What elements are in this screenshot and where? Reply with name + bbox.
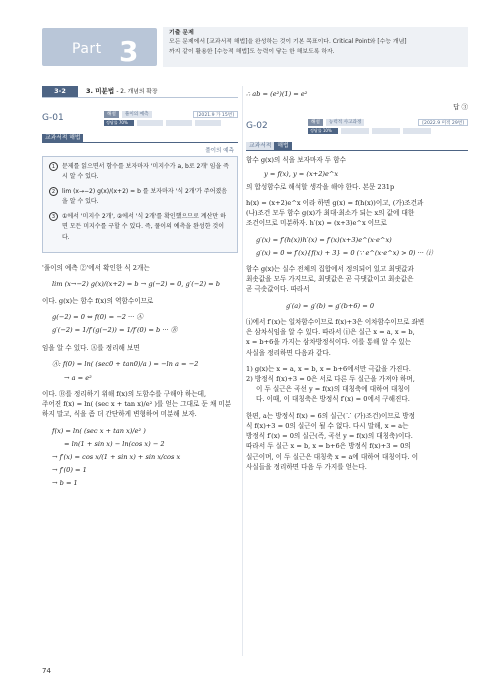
item-number: 3: [49, 212, 58, 221]
section-title: [86, 86, 158, 98]
body-text: 2) 방정식 f(x)+3 = 0은 서로 다른 두 실근을 가져야 하며,: [246, 375, 415, 383]
body-text: (나)조건 모두 함수 g(x)가 최대·최소가 되는 x의 값에 대한: [246, 209, 415, 218]
prediction-box: [42, 156, 238, 254]
body-text: 주어진 f(x) = ln( (sec x + tan x)/e² )를 얻는 그대로 둔 채 미분: [42, 400, 232, 409]
body-text: 하지 말고, 식을 좀 더 간단하게 변형하여 미분해 보자.: [42, 410, 197, 419]
right-column: [246, 86, 468, 472]
body-text: 함수 g(x)의 식을 보자마자 두 함수: [246, 156, 346, 165]
body-text: 최솟값을 모두 가지므로, 최댓값은 곧 극댓값이고 최솟값은: [246, 275, 414, 284]
header-title: 기출 문제: [169, 30, 194, 36]
solution-body: [42, 263, 238, 489]
prediction-label: 풀이의 예측: [205, 148, 234, 154]
math-line: f(x) = ln( (sec x + tan x)/e² ): [52, 426, 146, 435]
accuracy-bar: 정답률 70%: [104, 120, 134, 126]
header-desc-line: 까지 같이 활용한 [수능적 해법]도 능력이 닿는 한 해보도록 하자.: [169, 48, 335, 55]
body-text: x = b+6을 가지는 삼차방정식이다. 이를 통해 알 수 있는: [246, 338, 412, 347]
header-desc-line: 모든 문제에서 [교과서적 해법]을 완성하는 것이 기본 목표이다. Critical Point와 [수능 개념]: [169, 39, 407, 46]
body-text: h(x) = (x+2)e^x 이라 하면 g(x) = f(h(x))이고, (가)조건과: [246, 198, 424, 207]
body-text: 곧 극솟값이다. 따라서: [246, 285, 310, 294]
meta-bar: [137, 120, 163, 126]
question-meta: [308, 119, 468, 134]
part-banner: [42, 28, 157, 66]
question-header: [42, 110, 238, 128]
left-column: [42, 86, 238, 492]
body-text: 실근이며, 이 두 실근은 대칭축 x = a에 대하여 대칭이다. 이: [246, 452, 419, 461]
prediction-text: ①에서 '미지수 2개', ②에서 '식 2개'를 확인했으므로 계산만 하면 모든 미지수를 구할 수 있다. 즉, 풀이의 예측을 완성한 것이다.: [62, 212, 226, 241]
question-year: [2021.9 가 15번]: [193, 111, 238, 118]
solution-tabs: [246, 142, 468, 151]
accuracy-bar: 정답률 10%: [308, 128, 338, 134]
question-meta: [104, 111, 238, 126]
solution-tabs: [42, 134, 238, 143]
question-code: G-01: [42, 113, 64, 123]
body-text: 1) g(x)는 x = a, x = b, x = b+6에서만 극값을 가진다.: [246, 364, 411, 373]
math-line: y = f(x), y = (x+2)e^x: [264, 169, 339, 178]
prediction-text: lim (x→−2) g(x)/(x+2) = b 를 보자마자 '식 2개'가 주어졌음을 알 수 있다.: [62, 187, 228, 206]
section-header: [42, 86, 238, 98]
math-line: ∴ ab = (e²)(1) = e²: [246, 90, 308, 98]
math-line: g′(x) = f′(h(x))h′(x) = f′(x)(x+3)e^(x·e^x): [256, 235, 392, 244]
meta-bar: [403, 128, 431, 134]
math-line: → a = e²: [64, 373, 92, 382]
header-description: [163, 27, 468, 67]
section-title-main: 3. 미분법: [86, 87, 115, 95]
prediction-item: [49, 187, 231, 208]
tab-textbook: 교과서적: [246, 142, 274, 150]
body-text: 조건이므로 미분하자. h′(x) = (x+3)e^x 이므로: [246, 219, 387, 228]
body-text: 한편, a는 방정식 f(x) = 6의 실근(∵ (가)조건)이므로 방정: [246, 411, 415, 420]
body-text: 임을 알 수 있다. Ⓐ를 정리해 보면: [42, 344, 140, 353]
column-divider: [242, 86, 243, 656]
math-line: lim (x→−2) g(x)/(x+2) = b → g(−2) = 0, g′(−2) = b: [52, 280, 221, 289]
meta-bar: [341, 128, 369, 134]
item-number: 1: [49, 162, 58, 171]
solution-body: [246, 155, 468, 472]
part-number: 3: [119, 35, 139, 68]
math-line: → f′(x) = cos x/(1 + sin x) + sin x/cos x: [52, 453, 181, 461]
body-text: 방정식 f′(x) = 0의 실근(즉, 곡선 y = f(x)의 대칭축)이다.: [246, 432, 413, 441]
math-line: Ⓐ: f(0) = ln( (sec0 + tan0)/a ) = −ln a = −2: [52, 360, 199, 369]
question-header: [246, 118, 468, 136]
question-tag: 해설: [308, 119, 323, 126]
body-text: 식 f(x)+3 = 0의 실근이 될 수 없다. 다시 말해, x = a는: [246, 421, 409, 430]
meta-bar: [195, 120, 221, 126]
tab-textbook-solution: 교과서적 해법: [42, 134, 83, 142]
math-line: → b = 1: [52, 479, 78, 488]
prediction-item: [49, 212, 231, 244]
math-line: = ln(1 + sin x) − ln(cos x) − 2: [64, 439, 165, 448]
tab-solution: 해법: [274, 142, 291, 150]
math-line: g′(x) = 0 ⇔ f′(x){f(x) + 3} = 0 (∵ e^(x·e^x) > 0) ··· ⒤: [256, 248, 433, 257]
body-text: 다. 이때, 이 대칭축은 방정식 f′(x) = 0에서 구해진다.: [256, 395, 410, 404]
meta-bar: [372, 128, 400, 134]
question-tag: 능력적 사고과정: [326, 119, 365, 126]
math-line: g′(a) = g′(b) = g′(b+6) = 0: [286, 301, 375, 310]
body-text: 함수 g(x)는 실수 전체의 집합에서 정의되어 있고 최댓값과: [246, 265, 414, 274]
question-year: [2022.9 미적 29번]: [418, 119, 468, 126]
math-line: → f′(0) = 1: [52, 466, 87, 475]
body-text: '풀이의 예측 ②'에서 확인한 식 2개는: [42, 264, 150, 273]
question-tag: 해설: [104, 111, 119, 118]
math-line: g(−2) = 0 ⇔ f(0) = −2 ··· Ⓐ: [52, 312, 144, 321]
part-label: Part: [72, 41, 102, 57]
body-text: 따라서 두 실근 x = b, x = b+6은 방정식 f(x)+3 = 0의: [246, 442, 411, 451]
page-number: 74: [42, 667, 51, 675]
body-text: 이다. g(x)는 함수 f(x)의 역함수이므로: [42, 296, 154, 305]
body-text: 사실들을 정리하면 다음 두 가지를 얻는다.: [246, 462, 367, 471]
body-text: ⒤에서 f′(x)는 일차함수이므로 f(x)+3은 이차함수이므로 좌변: [246, 317, 425, 326]
body-text: 은 삼차식임을 알 수 있다. 따라서 ⒤은 실근 x = a, x = b,: [246, 328, 415, 337]
question-tag: 풀이의 예측: [122, 111, 152, 118]
section-title-sub: - 2. 개념의 확장: [116, 89, 158, 95]
math-line: g′(−2) = 1/f′(g(−2)) = 1/f′(0) = b ··· Ⓑ: [52, 326, 178, 335]
prediction-text: 문제를 읽으면서 함수를 보자마자 '미지수가 a, b로 2개' 임을 즉시 알 수 있다.: [62, 162, 229, 181]
answer-mark: 답 ③: [453, 103, 468, 112]
prediction-item: [49, 162, 231, 183]
meta-bar: [166, 120, 192, 126]
item-number: 2: [49, 187, 58, 196]
question-code: G-02: [246, 121, 268, 132]
body-text: 이다. Ⓑ를 정리하기 위해 f(x)의 도함수를 구해야 하는데,: [42, 389, 207, 398]
body-text: 사실을 정리하면 다음과 같다.: [246, 348, 331, 357]
section-badge: 3-2: [42, 86, 78, 97]
body-text: 의 합성함수로 해석할 생각을 해야 한다. 본문 231p: [246, 182, 395, 191]
body-text: 이 두 실근은 곡선 y = f(x)의 대칭축에 대하여 대칭이: [256, 385, 411, 394]
